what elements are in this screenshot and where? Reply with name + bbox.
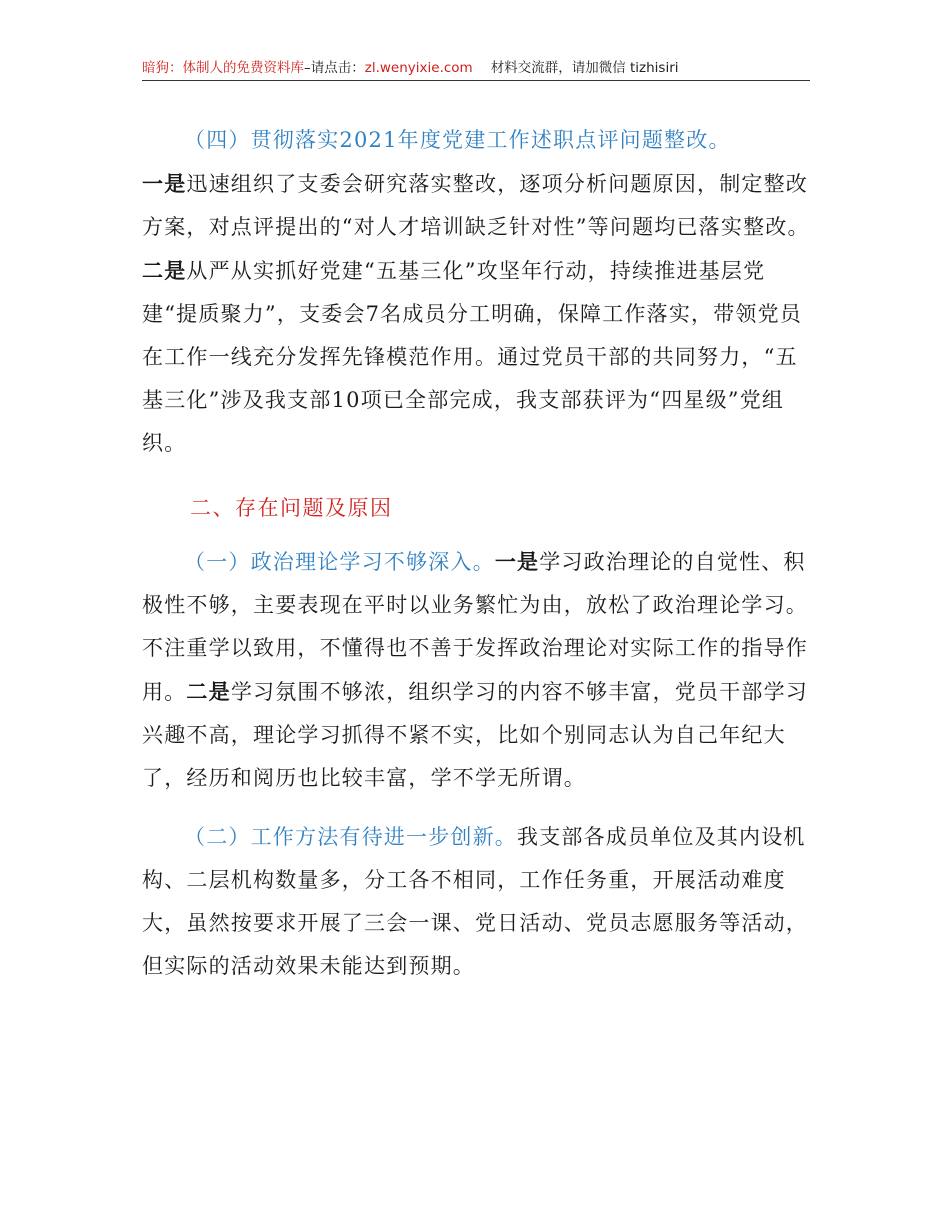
point-marker-first: 一是 — [142, 171, 187, 196]
point-text-second: 从严从实抓好党建“五基三化”攻坚年行动，持续推进基层党建“提质聚力”，支委会7名成员分工明确，保障工作落实，带领党员在工作一线充分发挥先锋模范作用。通过党员干部的共同努力，“五基三化”涉及我支部10项已全部完成，我支部获评为“四星级”党组织。 — [142, 259, 803, 455]
header-click-prompt: –请点击： — [304, 60, 365, 76]
paragraph-work-methods — [142, 816, 814, 988]
header-brand: 暗狗：体制人的免费资料库 — [142, 60, 304, 76]
point-text-first: 学习政治理论的自觉性、积极性不够，主要表现在平时以业务繁忙为由，放松了政治理论学习。不注重学以致用，不懂得也不善于发挥政治理论对实际工作的指导作用。 — [142, 550, 808, 704]
point-marker-first: 一是 — [494, 549, 540, 574]
paragraph-theory-study — [142, 540, 814, 800]
point-text-first: 迅速组织了支委会研究落实整改，逐项分析问题原因，制定整改方案，对点评提出的“对人才培训缺乏针对性”等问题均已落实整改。 — [142, 172, 810, 239]
paragraph-rectification — [142, 119, 814, 465]
header-group-note: 材料交流群，请加微信 tizhisiri — [490, 60, 679, 76]
subheading-work-methods: （二）工作方法有待进一步创新。 — [184, 825, 517, 849]
point-marker-second: 二是 — [186, 679, 231, 704]
subheading-rectification: （四）贯彻落实2021年度党建工作述职点评问题整改。 — [184, 128, 731, 152]
point-text-second: 学习氛围不够浓，组织学习的内容不够丰富，党员干部学习兴趣不高，理论学习抓得不紧不实，比如个别同志认为自己年纪大了，经历和阅历也比较丰富，学不学无所谓。 — [142, 680, 809, 790]
point-marker-second: 二是 — [142, 258, 187, 283]
page-header — [142, 58, 810, 81]
section-title-problems: 二、存在问题及原因 — [190, 496, 393, 520]
subheading-theory-study: （一）政治理论学习不够深入。 — [184, 550, 495, 574]
header-url-link[interactable]: zl.wenyixie.com — [364, 60, 473, 76]
document-body — [142, 119, 814, 988]
paragraph-text: 我支部各成员单位及其内设机构、二层机构数量多，分工各不相同，工作任务重，开展活动难度大，虽然按要求开展了三会一课、党日活动、党员志愿服务等活动，但实际的活动效果未能达到预期。 — [142, 825, 808, 978]
